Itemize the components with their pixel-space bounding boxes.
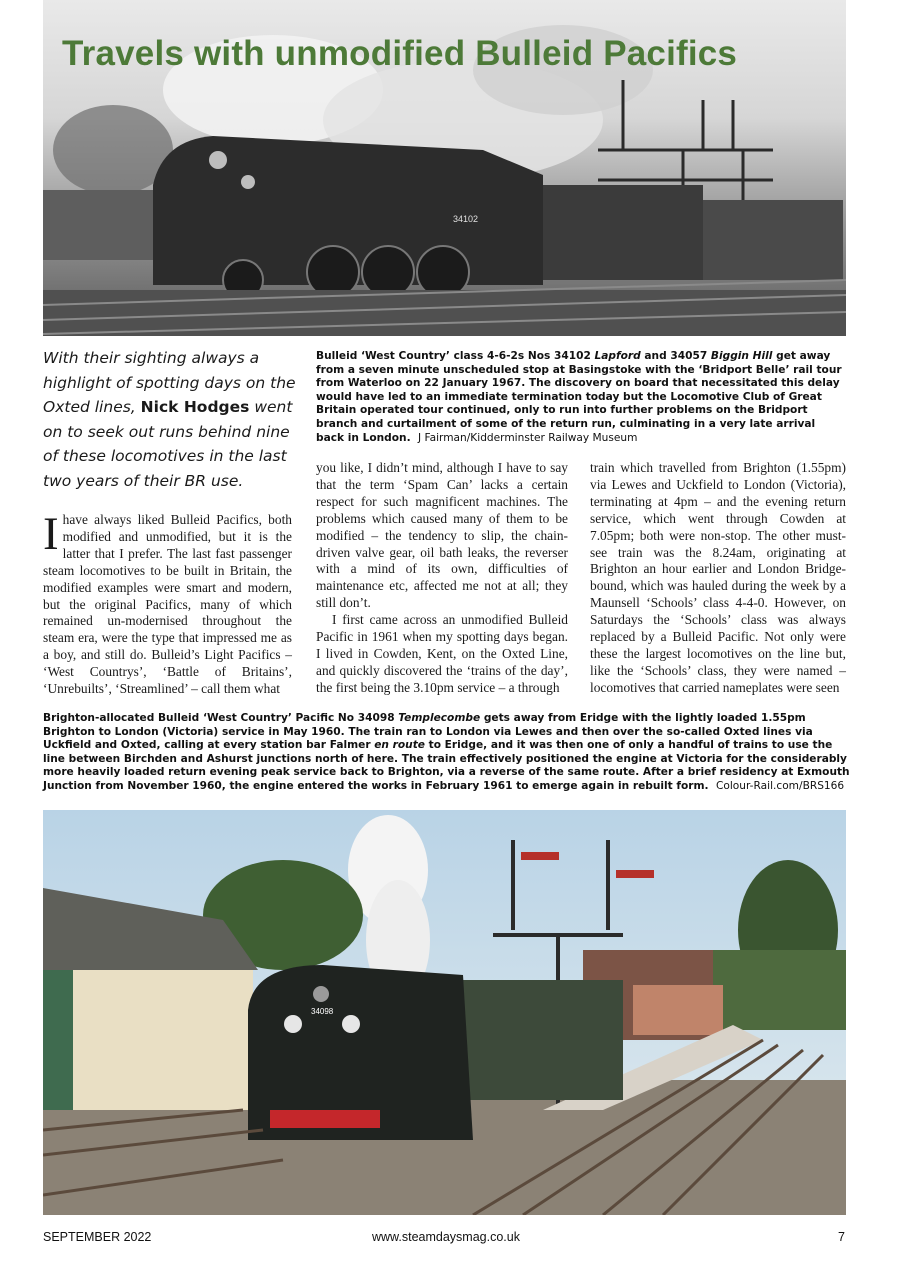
bottom-loco-number: 34098	[311, 1007, 334, 1016]
body-paragraph: I first came across an unmodified Bulleid Pacific in 1961 when my spotting days began. I lived in Cowden, Kent, on the Oxted Line, and quickly discovered the ‘trains of the day’, the first being the 3.10pm service – a through	[316, 612, 568, 695]
bottom-photo-illustration	[43, 810, 846, 1215]
standfirst-outro: went on to seek out runs behind nine of these locomotives in the last two years of their BR use.	[43, 398, 293, 490]
top-loco-number: 34102	[453, 214, 479, 224]
page-number: 7	[838, 1230, 845, 1244]
body-column-2	[316, 460, 568, 697]
bottom-photo-caption	[43, 712, 851, 794]
caption-loco-name: Lapford	[594, 350, 641, 362]
article-title: Travels with unmodified Bulleid Pacifics	[62, 34, 738, 73]
standfirst-intro: With their sighting always a highlight of spotting days on the Oxted lines,	[43, 349, 296, 417]
caption-loco-name: Templecombe	[398, 712, 481, 724]
top-photo-caption	[316, 350, 846, 445]
standfirst	[43, 346, 301, 494]
caption-text: Brighton-allocated Bulleid ‘West Country’ Pacific No 34098	[43, 712, 399, 724]
issue-date: SEPTEMBER 2022	[43, 1230, 152, 1244]
body-column-3	[590, 460, 846, 697]
bottom-photo	[43, 810, 846, 1215]
photo-credit: Colour-Rail.com/BRS166	[715, 779, 845, 792]
caption-loco-name: Biggin Hill	[710, 350, 773, 362]
website-url: www.steamdaysmag.co.uk	[372, 1230, 520, 1244]
caption-text: get away from a seven minute unscheduled stop at Basingstoke with the ‘Bridport Belle’ rail tour from Waterloo on 22 January 1967. The discovery on board that necessitated this delay would have led to an immediate termination today but the Locomotive Club of Great Britain operated tour continued, only to run into further problems on the Bridport branch and curtailment of some of the return run, culminating in a very late arrival back in London.	[316, 350, 842, 444]
caption-italic: en route	[374, 739, 425, 752]
caption-text: to Eridge, and it was then one of only a handful of trains to use the line between Birchden and Ashurst junctions north of here. The train effectively positioned the engine at Victoria for the considerably more heavily loaded return evening peak service back to Brighton, via a reverse of the same route. After a brief residency at Exmouth Junction from November 1960, the engine entered the works in February 1961 to emerge again in rebuilt form.	[43, 739, 850, 792]
author-name: Nick Hodges	[140, 398, 250, 417]
body-paragraph: you like, I didn’t mind, although I have to say that the term ‘Spam Can’ lacks a certain respect for such magnificent machines. The problems which caused many of them to be modified – the tendency to slip, the chain-driven valve gear, oil bath leaks, the reverser with a mind of its own, difficulties of maintenance etc, affected me not at all; they still don’t.	[316, 460, 568, 611]
paragraph-text: have always liked Bulleid Pacifics, both modified and unmodified, but it is the latter that I prefer. The last fast passenger steam locomotives to be built in Britain, the modified examples were smart and modern, but the original Pacifics, many of which remained un-modernised throughout the steam era, were the type that impressed me as a boy, and still do. Bulleid’s Light Pacifics – ‘West Countrys’, ‘Battle of Britains’, ‘Unrebuilts’, ‘Streamlined’ – call them what	[43, 512, 292, 697]
body-paragraph	[43, 508, 292, 698]
body-column-1	[43, 508, 292, 698]
drop-cap: I	[43, 508, 59, 560]
caption-text: gets away from Eridge with the lightly loaded 1.55pm Brighton to London (Victoria) service in May 1960. The train ran to London via Lewes and then over the so-called Oxted lines via Uckfield and Oxted, calling at every station bar Falmer	[43, 712, 813, 752]
body-paragraph: train which travelled from Brighton (1.55pm) via Lewes and Uckfield to London (Victoria), terminating at 4pm – and the evening return service, which went through Cowden at 7.05pm; both were non-stop. The other must-see train was the 8.24am, originating at Brighton an hour earlier and London Bridge-bound, which was hauled during the week by a Maunsell ‘Schools’ class 4-4-0. However, on Saturdays the ‘Schools’ class was always replaced by a Bulleid Pacific. Not only were these the largest locomotives on the line but, like the ‘Schools’ class, they were named – locomotives that carried nameplates were seen	[590, 460, 846, 695]
caption-text: and 34057	[640, 350, 711, 362]
photo-credit: J Fairman/Kidderminster Railway Museum	[418, 431, 638, 444]
caption-text: Bulleid ‘West Country’ class 4-6-2s Nos 34102	[316, 350, 595, 362]
